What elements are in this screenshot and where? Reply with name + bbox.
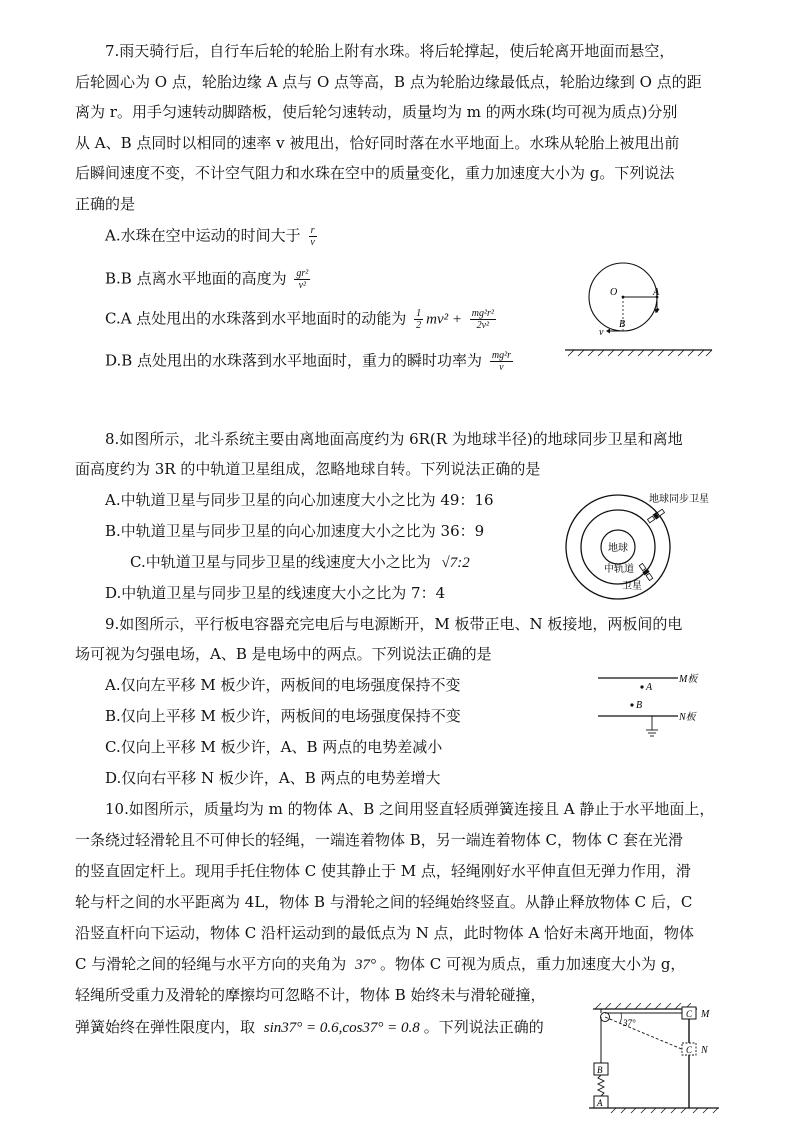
- q7-stem-line-6: 正确的是: [75, 195, 136, 213]
- q8-stem-line-1: 8.如图所示，北斗系统主要由离地面高度约为 6R(R 为地球半径)的地球同步卫星和离地: [105, 430, 683, 448]
- q7-option-d-fraction: $\frac{\text{mg²r}}{v}$: [491, 350, 511, 373]
- q10-line8-math: sin37° = 0.6,cos37° = 0.8: [263, 1020, 420, 1036]
- q10-stem-line-2: 一条绕过轻滑轮且不可伸长的轻绳，一端连着物体 B，另一端连着物体 C，物体 C 套在光滑: [75, 831, 684, 849]
- rope-dashed-to-n: [605, 1017, 684, 1050]
- q8-option-a: A.中轨道卫星与同步卫星的向心加速度大小之比为 49：16: [105, 491, 494, 509]
- spring-icon: [598, 1075, 604, 1096]
- q7-stem-line-2: 后轮圆心为 O 点，轮胎边缘 A 点与 O 点等高，B 点为轮胎边缘最低点，轮胎边缘到 O 点的距: [75, 73, 702, 91]
- q7-option-b-text: B.B 点离水平地面的高度为: [105, 269, 287, 288]
- q10-stem-line-5: 沿竖直杆向下运动，物体 C 沿杆运动到的最低点为 N 点，此时物体 A 恰好未离开地面，物体: [75, 924, 695, 942]
- q10-line6-angle: 37°: [355, 957, 377, 973]
- label-a: A: [653, 287, 660, 298]
- q9-option-c: C.仅向上平移 M 板少许，A、B 两点的电势差减小: [105, 738, 443, 756]
- q7-stem-line-4: 从 A、B 点同时以相同的速率 v 被甩出，恰好同时落在水平地面上。水珠从轮胎上被甩出前: [75, 134, 680, 152]
- q9-stem-line-2: 场可视为匀强电场，A、B 是电场中的两点。下列说法正确的是: [75, 645, 492, 663]
- q8-option-c-text: C.中轨道卫星与同步卫星的线速度大小之比为: [130, 553, 431, 571]
- q9-option-d: D.仅向右平移 N 板少许，A、B 两点的电势差增大: [105, 769, 441, 787]
- q8-option-b: B.中轨道卫星与同步卫星的向心加速度大小之比为 36：9: [105, 522, 485, 540]
- q7-stem-line-5: 后瞬间速度不变，不计空气阻力和水珠在空中的质量变化，重力加速度大小为 g。下列说法: [75, 164, 675, 182]
- label-v-a: v: [654, 305, 659, 316]
- label-n-point: N: [701, 1045, 708, 1056]
- mid-satellite-icon: [638, 563, 653, 581]
- q7-option-a: [105, 225, 320, 248]
- point-a: [640, 685, 643, 688]
- label-m-plate: M板: [679, 674, 698, 685]
- label-b: B: [636, 700, 643, 711]
- label-a: A: [597, 1098, 603, 1108]
- q7-option-c-fraction: $\frac{\text{mg²r²}}{\text{2v²}}$: [471, 308, 494, 331]
- angle-arc: [620, 1013, 621, 1023]
- q10-line8-post: 。下列说法正确的: [423, 1018, 544, 1036]
- q9-capacitor-figure: [590, 668, 715, 746]
- label-c-bottom: C: [686, 1045, 693, 1055]
- label-earth: 地球: [608, 543, 628, 554]
- label-sync-satellite: 地球同步卫星: [649, 494, 709, 505]
- q7-option-b-fraction: $\frac{\text{gr²}}{\text{v²}}$: [296, 268, 309, 291]
- q10-line6-pre: C 与滑轮之间的轻绳与水平方向的夹角为: [75, 955, 347, 973]
- q8-option-c-math: √7:2: [441, 555, 470, 571]
- q10-stem-line-4: 轮与杆之间的水平距离为 4L，物体 B 与滑轮之间的轻绳始终竖直。从静止释放物体 C 后，C: [75, 893, 693, 911]
- label-o: O: [610, 287, 618, 298]
- label-angle: 37°: [623, 1018, 636, 1028]
- label-c-top: C: [686, 1009, 693, 1019]
- label-a: A: [646, 682, 653, 693]
- ceiling-hatch: [595, 1003, 691, 1009]
- ground-hatch: [568, 350, 712, 356]
- q7-stem-line-3: 离为 r。用手匀速转动脚踏板，使后轮匀速转动，质量均为 m 的两水珠(均可视为质点)分别: [75, 103, 678, 121]
- q7-option-c-text: C.A 点处甩出的水珠落到水平地面时的动能为: [105, 309, 407, 328]
- q9-option-b: B.仅向上平移 M 板少许，两板间的电场强度保持不变: [105, 707, 461, 725]
- label-n-plate: N板: [679, 712, 696, 723]
- q8-option-d: D.中轨道卫星与同步卫星的线速度大小之比为 7：4: [105, 584, 446, 602]
- q7-option-c: [105, 308, 499, 331]
- q8-option-c: [130, 552, 470, 573]
- q7-option-b: [105, 268, 313, 291]
- q7-option-a-fraction: $\frac{r}{v}$: [310, 225, 315, 248]
- ground-symbol-icon: [646, 716, 658, 736]
- label-mid-satellite: 卫星: [622, 581, 642, 592]
- q7-option-c-mv2: mv² +: [426, 311, 462, 328]
- q10-stem-line-6: [75, 954, 685, 975]
- q7-option-c-half: $\frac{1}{2}$: [416, 308, 422, 331]
- q8-orbit-figure: [560, 488, 740, 600]
- label-m-point: M: [701, 1009, 710, 1020]
- q7-option-d: [105, 350, 516, 373]
- label-v-b: v: [599, 327, 604, 338]
- q10-pulley-figure: [585, 1003, 730, 1115]
- label-b: B: [619, 319, 626, 330]
- q10-stem-line-7: 轻绳所受重力及滑轮的摩擦均可忽略不计，物体 B 始终未与滑轮碰撞，: [75, 986, 546, 1004]
- q10-stem-line-3: 的竖直固定杆上。现用手托住物体 C 使其静止于 M 点，轻绳刚好水平伸直但无弹力作用，滑: [75, 862, 691, 880]
- ground-hatch: [611, 1108, 718, 1113]
- point-b: [630, 703, 633, 706]
- q9-stem-line-1: 9.如图所示，平行板电容器充完电后与电源断开，M 板带正电、N 板接地，两板间的电: [105, 615, 683, 633]
- q8-stem-line-2: 面高度约为 3R 的中轨道卫星组成，忽略地球自转。下列说法正确的是: [75, 460, 541, 478]
- q7-wheel-figure: [560, 255, 720, 360]
- q10-stem-line-8: [75, 1017, 544, 1038]
- label-mid-orbit: 中轨道: [604, 564, 634, 575]
- velocity-b-arrowhead: [606, 329, 610, 334]
- q7-option-a-text: A.水珠在空中运动的时间大于: [105, 226, 301, 245]
- q9-option-a: A.仅向左平移 M 板少许，两板间的电场强度保持不变: [105, 676, 461, 694]
- q10-line8-pre: 弹簧始终在弹性限度内，取: [75, 1018, 256, 1036]
- label-b: B: [597, 1065, 603, 1075]
- q7-option-d-text: D.B 点处甩出的水珠落到水平地面时，重力的瞬时功率为: [105, 351, 483, 370]
- q10-line6-post: 。物体 C 可视为质点，重力加速度大小为 g，: [380, 955, 686, 973]
- q7-stem-line-1: 7.雨天骑行后，自行车后轮的轮胎上附有水珠。将后轮撑起，使后轮离开地面而悬空，: [105, 42, 675, 60]
- q10-stem-line-1: 10.如图所示，质量均为 m 的物体 A、B 之间用竖直轻质弹簧连接且 A 静止于水平地面上，: [105, 800, 715, 818]
